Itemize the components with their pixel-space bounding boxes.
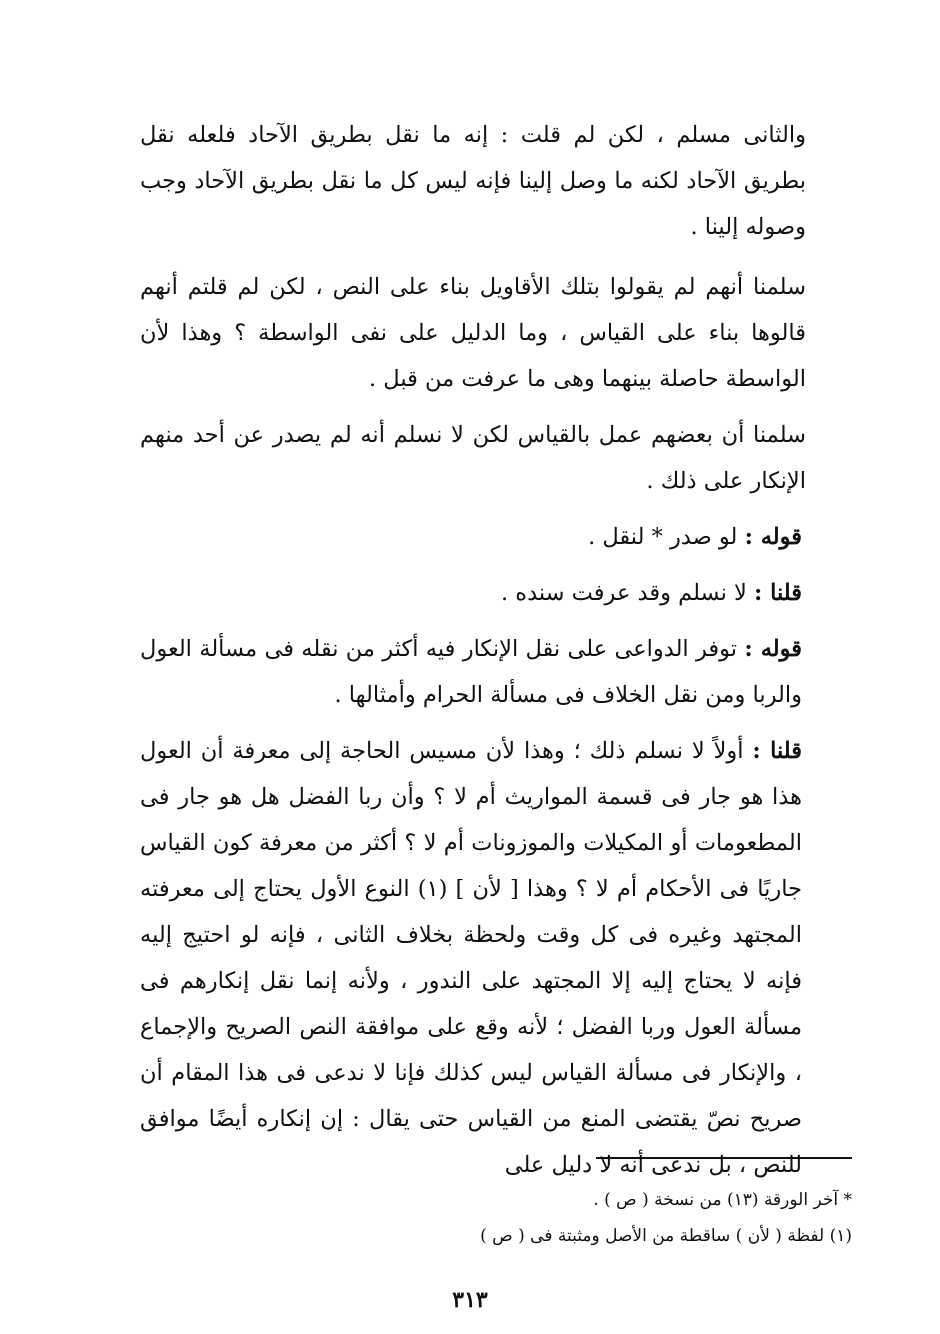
footnote-2: (١) لفظة ( لأن ) ساقطة من الأصل ومثبتة فى ( ص ): [480, 1226, 852, 1246]
main-text: [140, 112, 852, 1188]
paragraph-2: سلمنا أنهم لم يقولوا بتلك الأقاويل بناء على النص ، لكن لم قلتم أنهم قالوها بناء على القياس ، وما الدليل على نفى الواسطة ؟ وهذا لأن الواسطة حاصلة بينهما وهى ما عرفت من قبل .: [140, 274, 806, 392]
paragraph-6: قوله : توفر الدواعى على نقل الإنكار فيه أكثر من نقله فى مسألة العول والربا ومن نقل الخلاف فى مسألة الحرام وأمثالها .: [140, 636, 802, 708]
paragraph-4: قوله : لو صدر * لنقل .: [588, 524, 802, 550]
paragraph-5: قلنا : لا نسلم وقد عرفت سنده .: [500, 580, 802, 606]
footnote-1: * آخر الورقة (١٣) من نسخة ( ص ) .: [593, 1190, 852, 1210]
paragraph-1: والثانى مسلم ، لكن لم قلت : إنه ما نقل بطريق الآحاد فلعله نقل بطريق الآحاد لكنه ما وصل إلينا فإنه ليس كل ما نقل بطريق الآحاد وجب وصوله إلينا .: [140, 122, 806, 240]
page-number: ٣١٣: [452, 1287, 488, 1313]
footnotes: [400, 1182, 852, 1254]
paragraph-3: سلمنا أن بعضهم عمل بالقياس لكن لا نسلم أنه لم يصدر عن أحد منهم الإنكار على ذلك .: [140, 422, 806, 494]
paragraph-7: قلنا : أولاً لا نسلم ذلك ؛ وهذا لأن مسيس الحاجة إلى معرفة أن العول هذا هو جار فى قسمة المواريث أم لا ؟ وأن ربا الفضل هل هو جار فى المطعومات أو المكيلات والموزونات أم لا ؟ أكثر من معرفة كون القياس جاريًا فى الأحكام أم لا ؟ وهذا [ لأن ] (١) النوع الأول يحتاج إلى معرفته المجتهد وغيره فى كل وقت ولحظة بخلاف الثانى ، فإنه لو احتيج إليه فإنه لا يحتاج إليه إلا المجتهد على الندور ، ولأنه إنما نقل إنكارهم فى مسألة العول وربا الفضل ؛ لأنه وقع على موافقة النص الصريح والإجماع ، والإنكار فى مسألة القياس ليس كذلك فإنا لا ندعى فى هذا المقام أن صريح نصّ يقتضى المنع من القياس حتى يقال : إن إنكاره أيضًا موافق للنص ، بل ندعى أنه لا دليل على: [140, 738, 802, 1178]
footnote-divider: [596, 1157, 852, 1159]
